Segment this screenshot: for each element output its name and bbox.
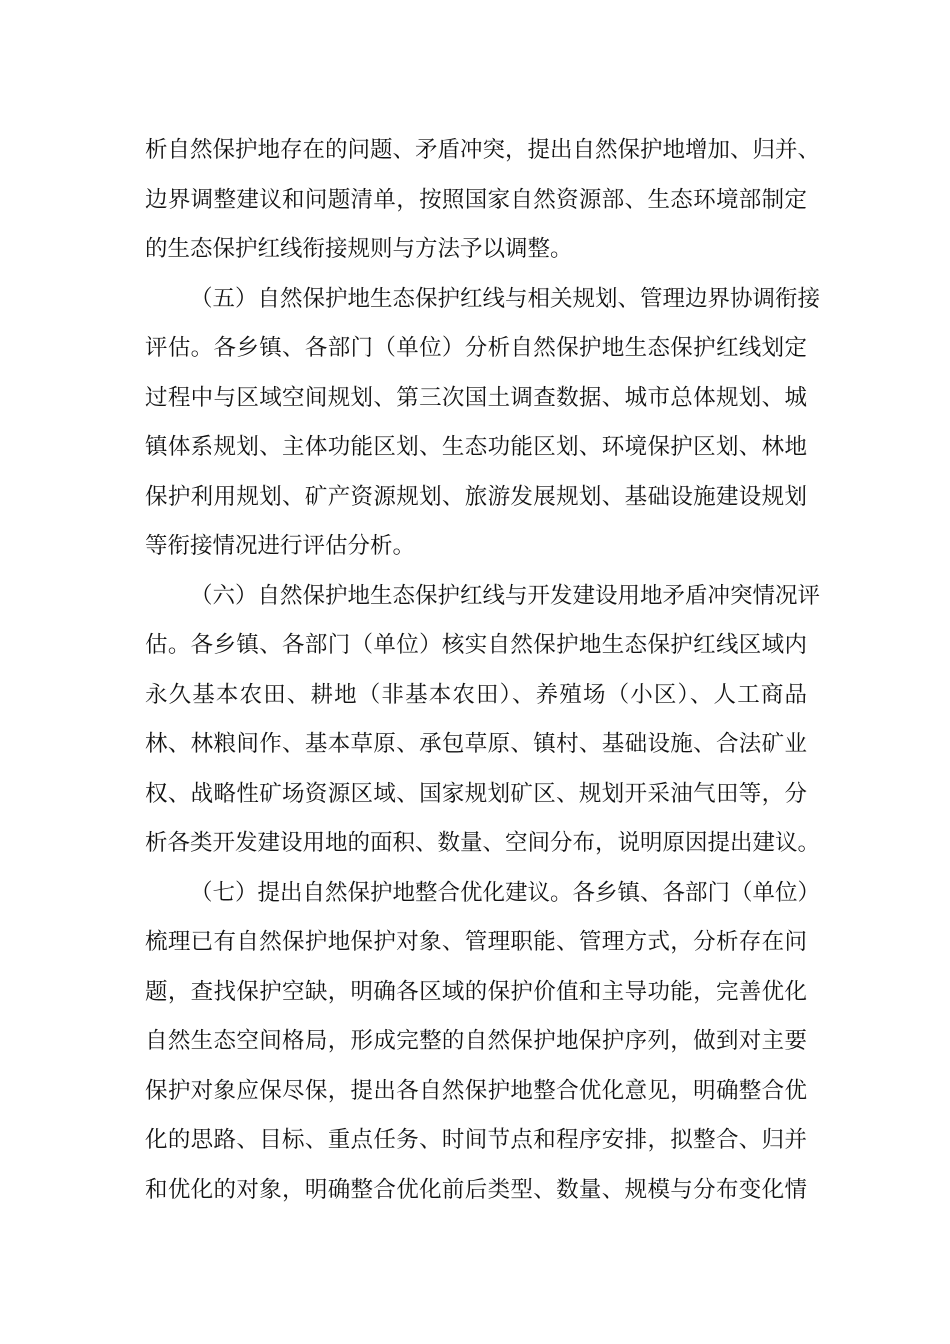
- body-text: [145, 126, 821, 1215]
- text-line: 边界调整建议和问题清单，按照国家自然资源部、生态环境部制定: [145, 186, 807, 213]
- text-line: 析各类开发建设用地的面积、数量、空间分布，说明原因提出建议。: [145, 830, 821, 856]
- text-line: 化的思路、目标、重点任务、时间节点和程序安排，拟整合、归并: [145, 1127, 807, 1153]
- text-line: 评估。各乡镇、各部门（单位）分析自然保护地生态保护红线划定: [145, 335, 807, 361]
- text-line: 林、林粮间作、基本草原、承包草原、镇村、基础设施、合法矿业: [145, 731, 807, 757]
- text-line: 保护利用规划、矿产资源规划、旅游发展规划、基础设施建设规划: [145, 483, 807, 510]
- text-line: 梳理已有自然保护地保护对象、管理职能、管理方式，分析存在问: [145, 929, 807, 955]
- section-six-heading-line: （六）自然保护地生态保护红线与开发建设用地矛盾冲突情况评: [190, 582, 821, 609]
- text-line: 自然生态空间格局，形成完整的自然保护地保护序列，做到对主要: [145, 1028, 807, 1054]
- text-line: 保护对象应保尽保，提出各自然保护地整合优化意见，明确整合优: [145, 1077, 807, 1104]
- text-line: 等衔接情况进行评估分析。: [145, 533, 416, 559]
- text-line: 题，查找保护空缺，明确各区域的保护价值和主导功能，完善优化: [145, 978, 807, 1005]
- section-five-heading-line: （五）自然保护地生态保护红线与相关规划、管理边界协调衔接: [190, 285, 821, 312]
- text-line: 析自然保护地存在的问题、矛盾冲突，提出自然保护地增加、归并、: [145, 137, 821, 163]
- text-line: 永久基本农田、耕地（非基本农田）、养殖场（小区）、人工商品: [145, 681, 807, 708]
- text-line: 权、战略性矿场资源区域、国家规划矿区、规划开采油气田等，分: [145, 780, 807, 807]
- text-line: 和优化的对象，明确整合优化前后类型、数量、规模与分布变化情: [145, 1176, 807, 1203]
- text-line: 镇体系规划、主体功能区划、生态功能区划、环境保护区划、林地: [145, 434, 807, 460]
- text-line: 过程中与区域空间规划、第三次国土调查数据、城市总体规划、城: [145, 384, 807, 411]
- section-seven-heading-line: （七）提出自然保护地整合优化建议。各乡镇、各部门（单位）: [190, 879, 821, 906]
- text-line: 的生态保护红线衔接规则与方法予以调整。: [145, 236, 573, 262]
- text-line: 估。各乡镇、各部门（单位）核实自然保护地生态保护红线区域内: [145, 632, 807, 658]
